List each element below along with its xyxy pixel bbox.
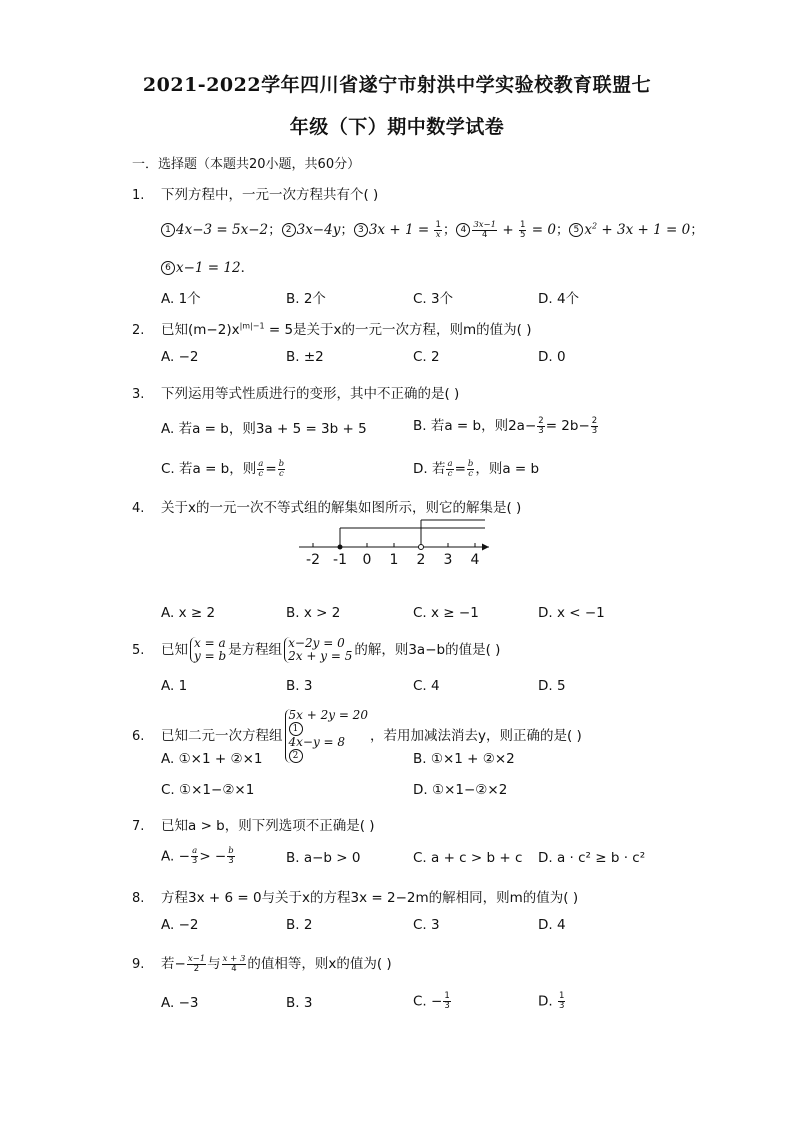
q3-option-c[interactable]: C. 若a = b，则 $\frac{a}{c}$ = $\frac{b}{c}$ — [161, 458, 285, 479]
q2-option-c[interactable]: C. 2 — [413, 349, 440, 365]
q1-option-b[interactable]: B. 2个 — [286, 291, 326, 307]
q4-option-a[interactable]: A. x ≥ 2 — [161, 605, 216, 621]
tick-label: 0 — [362, 552, 372, 568]
q6-option-c[interactable]: C. ①×1−②×1 — [161, 782, 255, 798]
question-stem: 下列方程中，一元一次方程共有个( ) — [161, 187, 379, 203]
axis-arrow-icon — [482, 544, 489, 551]
q7-option-d[interactable]: D. a · c² ≥ b · c² — [538, 850, 646, 866]
question-7: 7. 已知a > b，则下列选项不正确是( ) — [132, 818, 375, 834]
q9-option-b[interactable]: B. 3 — [286, 995, 313, 1011]
q5-option-b[interactable]: B. 3 — [286, 678, 313, 694]
q2-option-b[interactable]: B. ±2 — [286, 349, 324, 365]
exam-title-line1: 2021-2022学年四川省遂宁市射洪中学实验校教育联盟七 — [142, 74, 652, 96]
q6-option-a[interactable]: A. ①×1 + ②×1 — [161, 751, 263, 767]
q6-option-b[interactable]: B. ①×1 + ②×2 — [413, 751, 515, 767]
q3-option-b[interactable]: B. 若a = b，则2a− $\frac{2}{3}$ = 2b− $\frac{2}{3}$ — [413, 415, 598, 436]
question-9: 9. 若− $\frac{x-1}{2}$ 与 $\frac{x + 3}{4}$ 的值相等，则x的值为( ) — [132, 953, 392, 974]
section-heading: 一．选择题（本题共20小题，共60分） — [132, 157, 361, 172]
number-line-figure — [295, 515, 495, 575]
q1-option-a[interactable]: A. 1个 — [161, 291, 201, 307]
question-4: 4. 关于x的一元一次不等式组的解集如图所示，则它的解集是( ) — [132, 500, 522, 516]
q1-equations-line1: 1 4x−3 = 5x−2； 2 3x−4y； 3 3x + 1 = $\frac{1}{x}$ ； 4 $\frac{3x-1}{4}$ + $\frac{1}{5}$ = 0； 5 $x^2 + 3x + 1 = 0$； — [161, 218, 704, 240]
question-3: 3. 下列运用等式性质进行的变形，其中不正确的是( ) — [132, 386, 460, 402]
q4-option-c[interactable]: C. x ≥ −1 — [413, 605, 479, 621]
exam-title-line2: 年级（下）期中数学试卷 — [289, 116, 505, 138]
tick-label: 2 — [416, 552, 426, 568]
question-6: 6. 已知二元一次方程组 5x + 2y = 20 1 4x−y = 8 2 ，若用加减法消去y，则正确的是( ) — [132, 708, 582, 761]
q8-option-c[interactable]: C. 3 — [413, 917, 440, 933]
q2-option-d[interactable]: D. 0 — [538, 349, 566, 365]
q2-option-a[interactable]: A. −2 — [161, 349, 199, 365]
q4-option-d[interactable]: D. x < −1 — [538, 605, 605, 621]
tick-label: 1 — [389, 552, 399, 568]
q1-option-c[interactable]: C. 3个 — [413, 291, 454, 307]
q8-option-d[interactable]: D. 4 — [538, 917, 566, 933]
q9-option-c[interactable]: C. − $\frac{1}{3}$ — [413, 991, 450, 1011]
q9-option-a[interactable]: A. −3 — [161, 995, 199, 1011]
q7-option-b[interactable]: B. a−b > 0 — [286, 850, 361, 866]
q9-option-d[interactable]: D. $\frac{1}{3}$ — [538, 991, 565, 1011]
q1-option-d[interactable]: D. 4个 — [538, 291, 580, 307]
q6-option-d[interactable]: D. ①×1−②×2 — [413, 782, 508, 798]
q8-option-b[interactable]: B. 2 — [286, 917, 313, 933]
q1-equations-line2: 6 x−1 = 12． — [161, 256, 254, 276]
tick-label: -2 — [306, 552, 320, 568]
q5-option-d[interactable]: D. 5 — [538, 678, 566, 694]
tick-label: 3 — [443, 552, 453, 568]
hollow-point-2 — [419, 545, 424, 550]
question-1 — [132, 183, 378, 203]
question-2: 2. 已知$(m-2)x^{|m|-1} = 5$是关于x的一元一次方程，则m的值为( ) — [132, 321, 532, 338]
tick-label: 4 — [470, 552, 480, 568]
question-5: 5. 已知 x = a y = b 是方程组 x−2y = 0 2x + y = 5 的解，则3a−b的值是( ) — [132, 636, 501, 663]
q7-option-c[interactable]: C. a + c > b + c — [413, 850, 523, 866]
q7-option-a[interactable]: A. − $\frac{a}{3}$ > − $\frac{b}{3}$ — [161, 846, 234, 866]
q3-option-a[interactable]: A. 若a = b，则3a + 5 = 3b + 5 — [161, 421, 367, 437]
question-number: 1. — [132, 188, 145, 203]
q8-option-a[interactable]: A. −2 — [161, 917, 199, 933]
solid-point-minus-1 — [338, 545, 343, 550]
question-8: 8. 方程3x + 6 = 0与关于x的方程3x = 2−2m的解相同，则m的值为( ) — [132, 890, 579, 906]
q5-option-c[interactable]: C. 4 — [413, 678, 440, 694]
q3-option-d[interactable]: D. 若 $\frac{a}{c}$ = $\frac{b}{c}$ ，则a = b — [413, 458, 540, 479]
tick-label: -1 — [333, 552, 347, 568]
q5-option-a[interactable]: A. 1 — [161, 678, 188, 694]
q4-option-b[interactable]: B. x > 2 — [286, 605, 341, 621]
